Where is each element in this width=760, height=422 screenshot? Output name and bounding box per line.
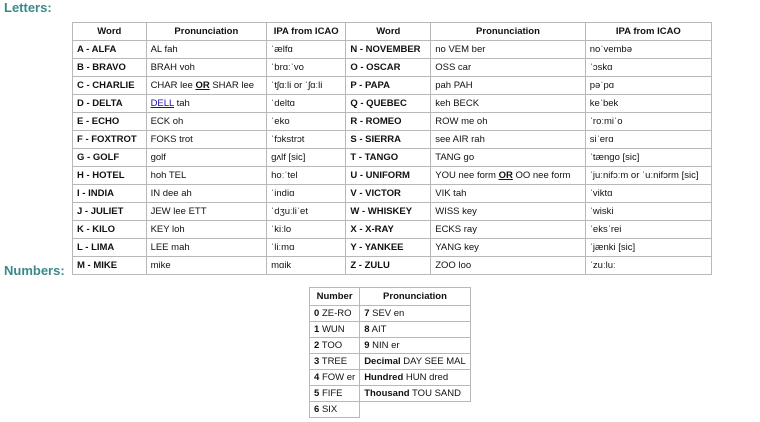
letters-column-header: IPA from ICAO <box>585 23 711 41</box>
number-pronunciation: FOW er <box>321 372 356 383</box>
letters-table-row <box>73 149 712 167</box>
number-cell <box>310 370 360 386</box>
pronunciation-cell <box>431 77 586 95</box>
ipa-cell: ˈtængo [sic] <box>585 149 711 167</box>
pronunciation-text: keh BECK <box>435 98 480 109</box>
numbers-column-header: Pronunciation <box>360 288 471 306</box>
code-word-cell: R - ROMEO <box>346 113 431 131</box>
ipa-cell: keˈbek <box>585 95 711 113</box>
ipa-cell: ˈliːmɑ <box>267 239 346 257</box>
number-label: Decimal <box>364 356 401 367</box>
number-label: 0 <box>314 308 320 319</box>
letters-table-row <box>73 77 712 95</box>
ipa-cell: ˈbrɑːˈvo <box>267 59 346 77</box>
number-pronunciation: SIX <box>321 404 338 415</box>
pronunciation-cell <box>146 257 267 275</box>
code-word-cell: H - HOTEL <box>73 167 147 185</box>
number-pronunciation: SEV en <box>372 308 405 319</box>
number-pronunciation: NIN er <box>372 340 400 351</box>
pronunciation-text: YOU nee form <box>435 170 499 181</box>
pronunciation-text: ROW me oh <box>435 116 488 127</box>
number-label: 5 <box>314 388 320 399</box>
pronunciation-cell <box>431 149 586 167</box>
letters-table-row <box>73 203 712 221</box>
number-cell <box>310 402 360 418</box>
code-word-cell: I - INDIA <box>73 185 147 203</box>
code-word-cell: X - X-RAY <box>346 221 431 239</box>
pronunciation-text: VIK tah <box>435 188 467 199</box>
pronunciation-text: FOKS trot <box>150 134 193 145</box>
pronunciation-cell <box>431 167 586 185</box>
pronunciation-text: mike <box>150 260 171 271</box>
letters-column-header: Pronunciation <box>431 23 586 41</box>
pronunciation-cell <box>431 203 586 221</box>
number-cell <box>360 338 471 354</box>
number-label: 2 <box>314 340 320 351</box>
pronunciation-text: hoh TEL <box>150 170 187 181</box>
number-cell <box>310 322 360 338</box>
code-word-cell: O - OSCAR <box>346 59 431 77</box>
pronunciation-text: ZOO loo <box>435 260 472 271</box>
pronunciation-cell <box>146 113 267 131</box>
ipa-cell: hoːˈtel <box>267 167 346 185</box>
numbers-heading: Numbers: <box>4 263 65 278</box>
letters-table <box>72 22 712 275</box>
ipa-cell: ˈjænki [sic] <box>585 239 711 257</box>
numbers-table-row <box>310 386 471 402</box>
ipa-cell: ˈfɔkstrɔt <box>267 131 346 149</box>
ipa-cell: ˈɔskɑ <box>585 59 711 77</box>
pronunciation-cell <box>146 185 267 203</box>
code-word-cell: T - TANGO <box>346 149 431 167</box>
ipa-cell: ˈwiski <box>585 203 711 221</box>
numbers-table-row <box>310 370 471 386</box>
ipa-cell: ˈdeltɑ <box>267 95 346 113</box>
pronunciation-cell <box>431 221 586 239</box>
letters-table-row <box>73 95 712 113</box>
numbers-table <box>309 287 471 418</box>
code-word-cell: Z - ZULU <box>346 257 431 275</box>
pronunciation-cell <box>431 239 586 257</box>
numbers-table-row <box>310 354 471 370</box>
number-label: 7 <box>364 308 370 319</box>
pronunciation-cell <box>146 131 267 149</box>
letters-heading: Letters: <box>4 0 52 15</box>
code-word-cell: F - FOXTROT <box>73 131 147 149</box>
or-separator: OR <box>498 170 513 181</box>
number-label: 3 <box>314 356 320 367</box>
pronunciation-text: IN dee ah <box>150 188 192 199</box>
code-word-cell: E - ECHO <box>73 113 147 131</box>
ipa-cell: ˈroːmiˈo <box>585 113 711 131</box>
number-pronunciation: HUN dred <box>405 372 449 383</box>
pronunciation-text: YANG key <box>435 242 479 253</box>
number-cell <box>360 386 471 402</box>
pronunciation-cell <box>146 41 267 59</box>
ipa-cell: noˈvembə <box>585 41 711 59</box>
ipa-cell: ˈindiɑ <box>267 185 346 203</box>
ipa-cell: ˈtʃɑːli or ˈʃɑːli <box>267 77 346 95</box>
letters-table-row <box>73 185 712 203</box>
pronunciation-text: ECKS ray <box>435 224 477 235</box>
pronunciation-text: BRAH voh <box>150 62 195 73</box>
number-cell <box>360 354 471 370</box>
pronunciation-text: WISS key <box>435 206 477 217</box>
pronunciation-cell <box>431 131 586 149</box>
pronunciation-cell <box>146 59 267 77</box>
number-cell <box>310 386 360 402</box>
code-word-cell: Y - YANKEE <box>346 239 431 257</box>
pronunciation-text: no VEM ber <box>435 44 486 55</box>
code-word-cell: K - KILO <box>73 221 147 239</box>
pronunciation-cell <box>146 95 267 113</box>
letters-column-header: Word <box>346 23 431 41</box>
numbers-table-row <box>310 322 471 338</box>
pronunciation-text: pah PAH <box>435 80 473 91</box>
pronunciation-text: OSS car <box>435 62 472 73</box>
code-word-cell: P - PAPA <box>346 77 431 95</box>
ipa-cell: ˈeko <box>267 113 346 131</box>
pronunciation-text: CHAR lee <box>150 80 196 91</box>
pronunciation-text: KEY loh <box>150 224 185 235</box>
code-word-cell: C - CHARLIE <box>73 77 147 95</box>
number-pronunciation: TREE <box>321 356 348 367</box>
ipa-cell: pəˈpɑ <box>585 77 711 95</box>
number-cell <box>360 306 471 322</box>
code-word-cell: U - UNIFORM <box>346 167 431 185</box>
ipa-cell: ˈzuːluː <box>585 257 711 275</box>
letters-table-row <box>73 257 712 275</box>
pronunciation-text: LEE mah <box>150 242 190 253</box>
pronunciation-text: ECK oh <box>150 116 184 127</box>
number-pronunciation: ZE-RO <box>321 308 352 319</box>
code-word-cell: D - DELTA <box>73 95 147 113</box>
ipa-cell: ˈdʒuːliˈet <box>267 203 346 221</box>
letters-column-header: IPA from ICAO <box>267 23 346 41</box>
number-label: Hundred <box>364 372 404 383</box>
letters-table-row <box>73 221 712 239</box>
ipa-cell: ˈviktɑ <box>585 185 711 203</box>
number-label: 1 <box>314 324 320 335</box>
number-cell <box>360 322 471 338</box>
letters-header-row <box>73 23 712 41</box>
pronunciation-text: SHAR lee <box>209 80 255 91</box>
code-word-cell: W - WHISKEY <box>346 203 431 221</box>
ipa-cell: siˈerɑ <box>585 131 711 149</box>
letters-column-header: Word <box>73 23 147 41</box>
letters-table-row <box>73 113 712 131</box>
letters-column-header: Pronunciation <box>146 23 267 41</box>
pronunciation-cell <box>146 239 267 257</box>
number-pronunciation: DAY SEE MAL <box>403 356 466 367</box>
code-word-cell: V - VICTOR <box>346 185 431 203</box>
code-word-cell: A - ALFA <box>73 41 147 59</box>
pronunciation-text: JEW lee ETT <box>150 206 207 217</box>
number-pronunciation: TOO <box>321 340 343 351</box>
number-cell <box>310 306 360 322</box>
code-word-cell: M - MIKE <box>73 257 147 275</box>
number-label: Thousand <box>364 388 410 399</box>
number-label: 9 <box>364 340 370 351</box>
pronunciation-cell <box>431 59 586 77</box>
pronunciation-cell <box>146 203 267 221</box>
number-label: 6 <box>314 404 320 415</box>
ipa-cell: ˈkiːlo <box>267 221 346 239</box>
pronunciation-text: tah <box>173 98 190 109</box>
numbers-table-row <box>310 338 471 354</box>
pronunciation-cell <box>146 167 267 185</box>
pronunciation-cell <box>431 185 586 203</box>
pronunciation-text: see AIR rah <box>435 134 485 145</box>
numbers-table-row <box>310 402 471 418</box>
pronunciation-text: TANG go <box>435 152 475 163</box>
ipa-cell: ˈeksˈrei <box>585 221 711 239</box>
numbers-header-row <box>310 288 471 306</box>
pronunciation-cell <box>146 149 267 167</box>
pronunciation-text: OO nee form <box>512 170 571 181</box>
number-pronunciation: TOU SAND <box>412 388 461 399</box>
number-pronunciation: WUN <box>321 324 345 335</box>
pronunciation-cell <box>146 77 267 95</box>
number-pronunciation: FIFE <box>321 388 343 399</box>
code-word-cell: B - BRAVO <box>73 59 147 77</box>
number-cell <box>360 370 471 386</box>
ipa-cell: ˈjuːnifɔːm or ˈuːnifɔrm [sic] <box>585 167 711 185</box>
number-cell <box>360 402 471 418</box>
pronunciation-cell <box>146 221 267 239</box>
pronunciation-text: AL fah <box>150 44 178 55</box>
number-label: 4 <box>314 372 320 383</box>
pronunciation-link[interactable]: DELL <box>150 98 174 109</box>
code-word-cell: J - JULIET <box>73 203 147 221</box>
letters-table-row <box>73 167 712 185</box>
number-pronunciation: AIT <box>371 324 387 335</box>
or-separator: OR <box>195 80 210 91</box>
letters-table-row <box>73 41 712 59</box>
pronunciation-cell <box>431 41 586 59</box>
number-cell <box>310 338 360 354</box>
letters-table-row <box>73 59 712 77</box>
pronunciation-text: golf <box>150 152 166 163</box>
code-word-cell: Q - QUEBEC <box>346 95 431 113</box>
ipa-cell: ˈælfɑ <box>267 41 346 59</box>
letters-table-row <box>73 239 712 257</box>
ipa-cell: mɑik <box>267 257 346 275</box>
pronunciation-cell <box>431 257 586 275</box>
letters-table-row <box>73 131 712 149</box>
code-word-cell: L - LIMA <box>73 239 147 257</box>
code-word-cell: S - SIERRA <box>346 131 431 149</box>
code-word-cell: G - GOLF <box>73 149 147 167</box>
pronunciation-cell <box>431 113 586 131</box>
code-word-cell: N - NOVEMBER <box>346 41 431 59</box>
number-cell <box>310 354 360 370</box>
pronunciation-cell <box>431 95 586 113</box>
ipa-cell: gʌlf [sic] <box>267 149 346 167</box>
numbers-column-header: Number <box>310 288 360 306</box>
number-label: 8 <box>364 324 370 335</box>
numbers-table-row <box>310 306 471 322</box>
